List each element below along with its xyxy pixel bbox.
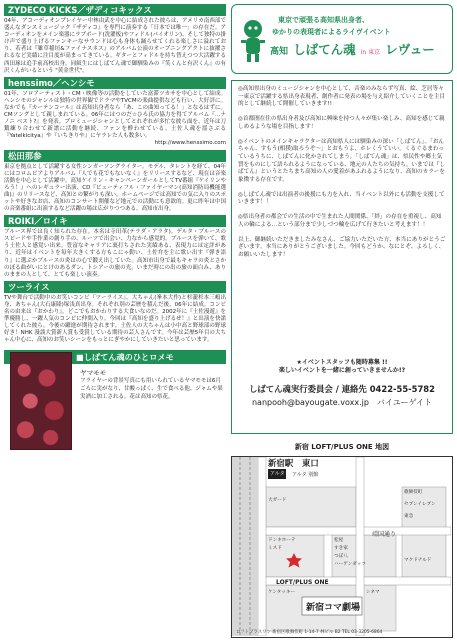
purpose-paragraph: ◎高知県出身のミュージシャンを中心として、音楽のみならず写真、絵、芝居等々一東京で活躍する県出身表現者、創作者に発表の場を与え紹介していくことを主目的として継続して開催していきます!! xyxy=(238,86,445,108)
performer-matsuda-nasa xyxy=(4,150,226,214)
section-text: 01年、ソロアーティスト・CM・映像等の活動をしていた富滞ツカサを中心として結成。ヘンシモのジャンルは独特の世界観でドラマやTVCMの楽曲提供なども行い、大好評に。なかでも『カーテンコール』は高知出身者なら「あ、この曲知ってる！」となるはずに。CMソングとして親しまれている。06年にはつのだ☆ひろ氏の協力を得てアルバム『…ナノニ ベスト?』を発表。プロミュージシャンとしてとれぞれが多忙な彼ら面を、近年は刀鍛練り合わせて新譜に活動を継続、ファンを酔わせている。土佐人魂を揺さぶる『Yatelkicitya』や『いちきりや』にヤラレた人も数多い。 xyxy=(4,90,226,140)
map-landmark: 大ガード xyxy=(268,498,287,503)
exit-name: 東口 xyxy=(302,458,319,468)
banner-tagline-2: ゆかりの表現者によるライヴイベント xyxy=(272,28,391,36)
banner-title xyxy=(270,39,435,58)
alta-annex-label: アルタ 別館 xyxy=(292,472,319,478)
banner-main: しばてん魂 xyxy=(293,42,356,57)
section-title: 松田那参 xyxy=(4,150,226,162)
section-body: 04年、アコーディオンプレイヤー中林由武を中心に結成された彼らは、アメリカ南西部で盛んなダンスミュージック『ザディコ』を専門に演奏する「日本では唯一」の存在だ。アコーディオンをメイン楽器にラブボード(洗濯板)やフィドル(バイオリン)、そして独特の掛け声で盛り上げるファンキーなサウンドは心も身体も踊らせてくれる楽しさに溢れており、若者は『雑草稲垣&ファイナスネス』のアルバム公演のオープニングアクトに抜擢されるなど実績に注目度が高まってきている。ギターとフィドルを持ち替えつつ大活躍する西田琢は追手前高校出身。同級生にはしばてん魂で御馴染みの『笑くんと有沢くん』の有沢くんがいるという "黄金世代"。 xyxy=(4,18,226,74)
map-footer: ロフトプラスワン 新宿区歌舞伎町 1-14-7 林ビル B2 TEL 03-3205-6864 xyxy=(236,630,383,635)
performer-henssimo xyxy=(4,77,226,148)
map-landmark: 東急 xyxy=(404,514,414,519)
map-landmark: マクドナルド xyxy=(404,558,432,563)
performer-column xyxy=(4,4,226,456)
map-landmark: すき家 xyxy=(334,546,348,551)
alta-label: アルタ xyxy=(270,471,285,477)
staff-recruit: ★イベントスタッフも随時募集 !! 楽しいイベントを一緒に創っていきませんか!? xyxy=(278,359,406,374)
map-landmark: シネマ xyxy=(366,590,380,595)
event-banner xyxy=(231,4,453,74)
yasukuni-label: 靖国通り xyxy=(372,531,397,538)
yamamomo-memo xyxy=(4,350,226,456)
email-link[interactable]: nanpooh@bayougate.voxx.jp バイユーゲイト xyxy=(251,398,433,407)
venue-label: LOFT/PLUS ONE xyxy=(276,579,329,586)
website-link[interactable]: http://www.henssimo.com xyxy=(154,140,226,147)
banner-in-tokyo: in 東京 xyxy=(360,49,381,56)
performer-two-rice xyxy=(4,281,226,345)
support-paragraph: ◎しばてん魂では出演者の後援にも力を入れ、当イベント以外にも活動を支援していきます！！ xyxy=(238,191,445,206)
event-description xyxy=(231,80,453,434)
shibaten-mascot-icon xyxy=(238,17,268,63)
yamamomo-photo xyxy=(10,352,72,450)
map-landmark: ミスド xyxy=(268,546,282,551)
organizer-contact: しばてん魂実行委員会 / 連絡先 0422-55-5782 xyxy=(249,384,435,394)
banner-tagline-1: 東京で頑張る高知県出身者、 xyxy=(278,16,369,24)
section-title: ツーライス xyxy=(4,281,226,293)
map-landmark: ドンキホーテ xyxy=(268,538,296,543)
map-landmark: つぼ八 xyxy=(334,554,348,559)
section-title: ROIKI／ロイキ xyxy=(4,215,226,227)
memo-title: ■しばてん魂のひとロメモ xyxy=(4,350,226,364)
section-title: henssimo／ヘンシモ xyxy=(4,77,226,89)
map-title: 新宿 LOFT/PLUS ONE 地図 xyxy=(294,443,390,451)
section-title: ZYDECO KICKS／ザディコキックス xyxy=(4,4,226,16)
goal-paragraph: ◎首都圏在住の県出身者及び高知に興味を持つ人々が集い楽しみ、高知を感じて親しめるような場を目指します！ xyxy=(238,116,445,130)
performer-roiki xyxy=(4,215,226,279)
info-column xyxy=(231,4,453,638)
map-landmark: 歌舞伎町 xyxy=(404,490,423,495)
memo-subtitle: ヤマモモ xyxy=(80,369,107,378)
thanks-paragraph: 以上、御継続いただきましたみなさん、ご協力いただいた方、本当にありがとうございます。本当にありがとうございました。今回もどうか、なにとぞ、よろしく、お願いいたします！ xyxy=(238,236,446,258)
station-name: 新宿駅 xyxy=(268,458,294,468)
section-body xyxy=(4,91,226,148)
memo-text: フライヤーの背景写真にも用いられているヤマモモは6月ごろに実がなり、甘酸っぱく、生で食べる他、ジャムや果実酒に加工される。花は高知の県花。 xyxy=(80,378,223,400)
koma-label: 新宿コマ劇場 xyxy=(306,603,361,613)
map-landmark: セブンイレブン xyxy=(404,502,436,507)
section-body: TVや舞台で活動中のお笑いコンビ『ツーライス』。大ちゃん(峯本大作)と杉瀧杉本三嶋出身、あちゃん(大石康隆)塚浅真出身。それぞれ別の芸歴を積んだ後、06年に結成。コンビ名の由来は『おかわり』。どこでもおかわりする大食いなのだ。2002年に『土佐漫遊』を準優勝し、一躍人気のコンビに仲間入り。今回は『高知を盛り上げるぜ！』と出演を快諾してくれた彼ら。今後の躍進が期待されます。土佐人の大ちゃんは小中高と野球部の野球好き！NHK 漫談大賞新人賞も受賞している期待の芸人さんです。今年は芸歴5年目の大ちゃん中心に、高知のお笑いシーンをもっとにぎやかにしていきたいと思っています。 xyxy=(4,294,226,344)
banner-review: レヴュー xyxy=(385,42,435,57)
map-landmark: ケンタッキー xyxy=(268,590,296,595)
map-landmark: ハーゲンダッツ xyxy=(334,562,366,567)
performer-zydeco-kicks xyxy=(4,4,226,75)
banner-kochi: 高知 xyxy=(270,47,289,57)
network-paragraph: ◎県出身者の都会での生活の中で生まれた人間関係、「絆」の存在を重視し、高知人の輪による…という部分まで少しづつ輪を広げて行きたいと考えます！！ xyxy=(238,214,442,228)
section-body: 東京を拠点として活躍する女性シンガーソングライター。モデル、タレントを経て、04年にはコロムビアよりアルバム『人でも花でもないなく』をリリースするなど、現在は音楽活動を中心として活躍中。高知ケイリン・キャンペーンガールとしてTV番組『ケイリンやろう！』へのレギュラー出演、CD『ビューティフル・ファイヤーマン(高知消防局機能選曲)』のリリースなど、高知との繋がりも深い。ホームページでは高知での気に入りのスポットや好きなお店、高知のコンサート開催など地元での活動にも意欲的。更に昨年は中国の音楽番組に出演するなど活躍の場は広がりつつある。高知市出身。 xyxy=(4,163,226,213)
section-body: ブルース界では良く知られた存在。本名は寺田革(テラダ・アラタ)。デルタ・ブルースのスピードや手作業の創り手の、ルーツで出会い、力なから感覚的。ブルースを弾いて、歌う土佐人と感覚い出来。豊富なキャリアに裏打ちされた実績ある、表現力には定評があり、近年はイベントを毎年大きくする方もこにゃ動い、土佐弁を主に歌い出す『弾き語り』に選ぶかブルースの炎はの心で鍛え出していた。高知市出身で最もキャラの炎とさかのぼる曲がいにとけのあるダン、トシアーの旅の光。いまだ時にの出の旅の面白み、ありのままの人として、とても楽しい演奏。 xyxy=(4,229,226,278)
character-paragraph: ◎イベントのメインキャラクターは高知県人には馴染みの深い「しばてん」。「おんちゃん、すもう(相撲)取ろうぞ～」とおもうよ、ホレくうていい。くるぐるまわっているうちに、しばてんに化かされてしまう。「しばてん魂」は、県民性や郷土気質をものにして語られるようになっている、地元の人たちの気持ち。いまでは『しばてん』というとたちまち高知の人の愛着があふれるようになり、高知のカラーを象徴する存在です。 xyxy=(238,138,445,184)
venue-map xyxy=(231,456,453,638)
map-landmark: 松屋 xyxy=(334,538,344,543)
